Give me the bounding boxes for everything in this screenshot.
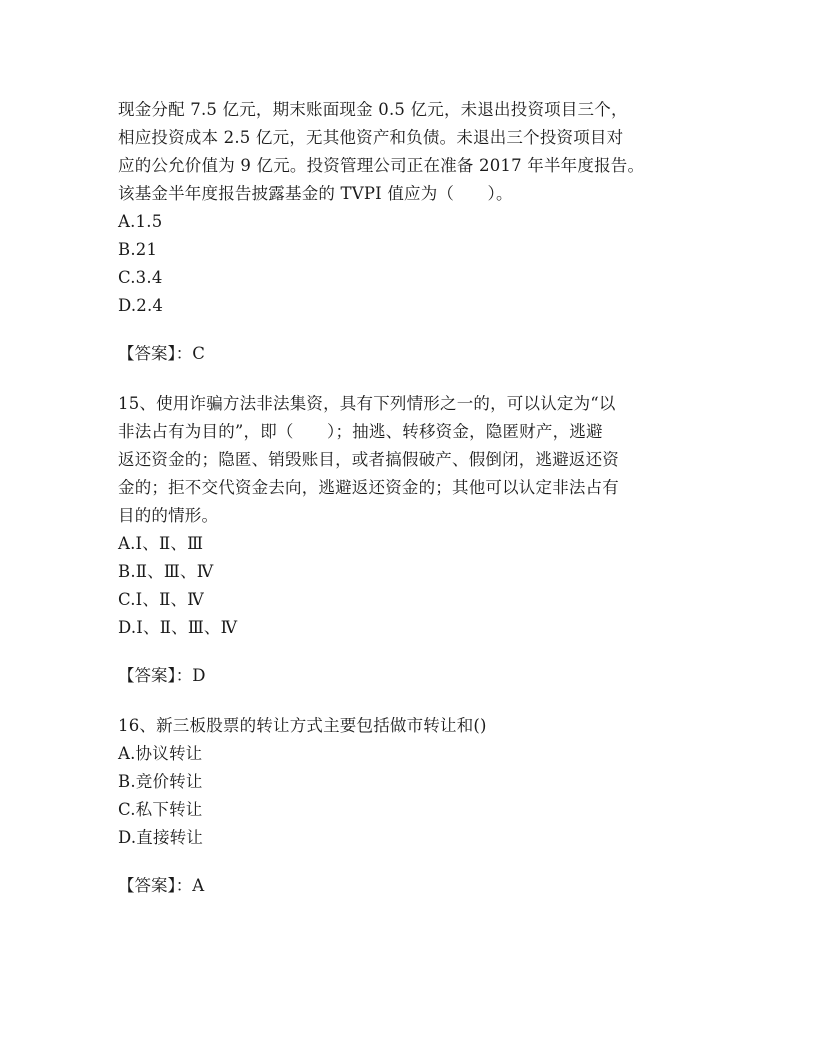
question-stem-line: 该基金半年度报告披露基金的 TVPI 值应为（ ）。 <box>118 184 513 203</box>
answer-line: 【答案】：C <box>118 344 205 363</box>
option-d: D.2.4 <box>118 296 164 315</box>
option-b: B.Ⅱ、Ⅲ、Ⅳ <box>118 562 214 581</box>
answer-line: 【答案】：A <box>118 876 205 895</box>
question-stem-line: 应的公允价值为 9 亿元。投资管理公司正在准备 2017 年半年度报告。 <box>118 156 645 175</box>
question-16 <box>118 712 698 900</box>
question-stem-line: 15、使用诈骗方法非法集资，具有下列情形之一的，可以认定为“以 <box>118 394 616 413</box>
question-stem-line: 现金分配 7.5 亿元，期末账面现金 0.5 亿元，未退出投资项目三个， <box>118 100 628 119</box>
question-stem-line: 金的；拒不交代资金去向，逃避返还资金的；其他可以认定非法占有 <box>118 478 619 497</box>
question-stem-line: 16、新三板股票的转让方式主要包括做市转让和() <box>118 716 487 735</box>
option-c: C.私下转让 <box>118 800 203 819</box>
question-stem-line: 返还资金的；隐匿、销毁账目，或者搞假破产、假倒闭，逃避返还资 <box>118 450 619 469</box>
option-a: A.Ⅰ、Ⅱ、Ⅲ <box>118 534 204 553</box>
question-stem-line: 目的的情形。 <box>118 506 219 525</box>
option-d: D.Ⅰ、Ⅱ、Ⅲ、Ⅳ <box>118 618 238 637</box>
question-15 <box>118 390 698 690</box>
option-a: A.协议转让 <box>118 744 203 763</box>
question-14 <box>118 96 698 368</box>
question-stem-line: 相应投资成本 2.5 亿元，无其他资产和负债。未退出三个投资项目对 <box>118 128 624 147</box>
option-d: D.直接转让 <box>118 828 204 847</box>
option-c: C.Ⅰ、Ⅱ、Ⅳ <box>118 590 204 609</box>
option-a: A.1.5 <box>118 212 163 231</box>
answer-line: 【答案】：D <box>118 666 206 685</box>
option-b: B.竞价转让 <box>118 772 203 791</box>
document-page <box>118 96 698 900</box>
option-b: B.21 <box>118 240 158 259</box>
option-c: C.3.4 <box>118 268 163 287</box>
question-stem-line: 非法占有为目的”，即（ ）；抽逃、转移资金，隐匿财产，逃避 <box>118 422 603 441</box>
